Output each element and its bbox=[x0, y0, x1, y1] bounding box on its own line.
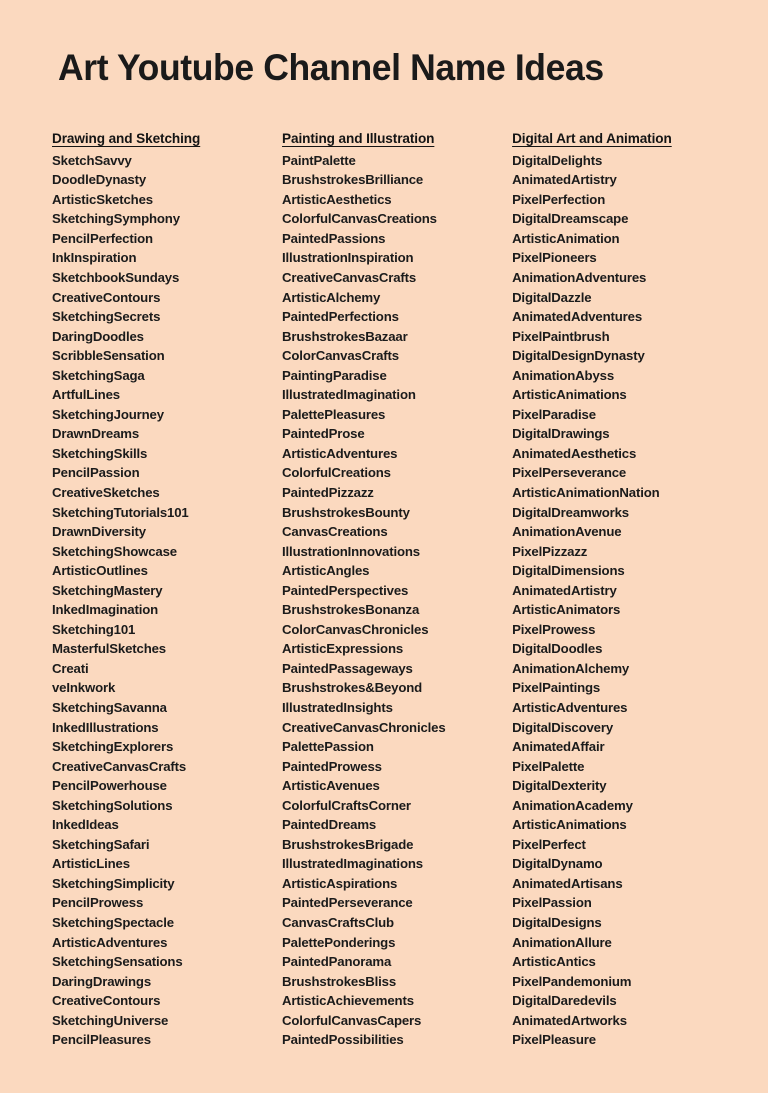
list-item: ScribbleSensation bbox=[52, 348, 165, 364]
list-item: ArtisticAdventures bbox=[512, 700, 628, 715]
list-item: IllustratedImaginations bbox=[282, 856, 423, 872]
list-item: PaintedPassions bbox=[282, 230, 386, 246]
list-item: veInkwork bbox=[52, 680, 116, 696]
list-item: DigitalDiscovery bbox=[512, 719, 614, 735]
list-item: DaringDrawings bbox=[52, 973, 152, 989]
list-item: InkedIdeas bbox=[52, 817, 119, 833]
list-item: ArtisticAchievements bbox=[282, 993, 414, 1009]
list-item: BrushstrokesBounty bbox=[282, 504, 410, 520]
list-item: SketchingJourney bbox=[52, 406, 164, 422]
list-item: PixelPalette bbox=[512, 758, 585, 774]
list-item: InkInspiration bbox=[52, 250, 137, 266]
list-item: BrushstrokesBliss bbox=[282, 973, 397, 989]
list-item: DigitalDazzle bbox=[512, 289, 592, 305]
list-item: SketchingExplorers bbox=[52, 739, 174, 755]
list-item: ColorfulCreations bbox=[282, 465, 391, 481]
list-item: DigitalDelights bbox=[512, 152, 603, 168]
column-drawing-and-sketching bbox=[52, 131, 282, 1050]
list-item: DaringDoodles bbox=[52, 328, 144, 344]
column-painting-and-illustration bbox=[282, 131, 512, 1050]
list-item: PaintedPossibilities bbox=[282, 1032, 404, 1048]
list-item: ArtisticAnimations bbox=[512, 817, 627, 833]
list-item: PaintedPerspectives bbox=[282, 582, 409, 598]
list-item: SketchingSecrets bbox=[52, 309, 161, 325]
list-item: DigitalDynamo bbox=[512, 856, 603, 872]
list-item: BrushstrokesBrigade bbox=[282, 836, 414, 852]
list-item: PixelPizzazz bbox=[512, 543, 588, 559]
list-item: PixelPaintbrush bbox=[512, 328, 610, 344]
list-item: SketchingShowcase bbox=[52, 543, 177, 559]
list-item: SketchingSymphony bbox=[52, 211, 180, 227]
list-item: SketchingMastery bbox=[52, 582, 163, 598]
list-item: CreativeCanvasCrafts bbox=[52, 758, 187, 774]
list-item: DrawnDiversity bbox=[52, 524, 146, 540]
list-item: DigitalDreamworks bbox=[512, 504, 629, 520]
list-item: PencilPerfection bbox=[52, 230, 153, 246]
list-item: PixelPandemonium bbox=[512, 973, 632, 989]
list-item: DoodleDynasty bbox=[52, 172, 147, 188]
list-item: ColorCanvasChronicles bbox=[282, 621, 429, 637]
list-item: SketchingSolutions bbox=[52, 797, 173, 813]
list-item: AnimatedArtistry bbox=[512, 172, 617, 188]
list-item: ColorfulCanvasCapers bbox=[282, 1012, 422, 1028]
list-item: ArtisticAesthetics bbox=[282, 191, 392, 207]
column-digital-art-and-animation bbox=[512, 131, 728, 1050]
list-item: PixelProwess bbox=[512, 621, 596, 637]
list-item: SketchingSavanna bbox=[52, 700, 167, 715]
list-item: DigitalDesigns bbox=[512, 915, 602, 931]
list-item: ArtisticAngles bbox=[282, 563, 370, 579]
list-item: PencilPleasures bbox=[52, 1032, 151, 1048]
list-item: AnimatedAdventures bbox=[512, 309, 642, 325]
list-item: CanvasCraftsClub bbox=[282, 915, 394, 931]
list-item: AnimationAvenue bbox=[512, 524, 622, 540]
list-item: IllustratedInsights bbox=[282, 700, 393, 715]
list-item: PaintedPerseverance bbox=[282, 895, 413, 911]
list-item: BrushstrokesBonanza bbox=[282, 602, 420, 618]
list-item: PalettePleasures bbox=[282, 406, 386, 422]
list-item: CanvasCreations bbox=[282, 524, 388, 540]
list-item: PencilPowerhouse bbox=[52, 778, 167, 794]
list-item: ColorfulCraftsCorner bbox=[282, 797, 411, 813]
list-item: CreativeContours bbox=[52, 289, 161, 305]
list-item: PaintedPanorama bbox=[282, 954, 392, 970]
list-item: SketchingSensations bbox=[52, 954, 183, 970]
list-item: AnimationAlchemy bbox=[512, 660, 630, 676]
list-item: SketchingSimplicity bbox=[52, 875, 175, 891]
name-ideas-columns bbox=[52, 131, 728, 1050]
list-item: SketchingTutorials101 bbox=[52, 504, 189, 520]
list-item: PaintedProwess bbox=[282, 758, 382, 774]
list-item: ColorfulCanvasCreations bbox=[282, 211, 437, 227]
list-item: PaintedPassageways bbox=[282, 660, 413, 676]
list-item: ColorCanvasCrafts bbox=[282, 348, 399, 364]
list-item: ArtisticAnimations bbox=[512, 387, 627, 403]
list-item: ArtfulLines bbox=[52, 387, 120, 403]
list-item: SketchbookSundays bbox=[52, 269, 180, 285]
list-item: AnimatedArtisans bbox=[512, 875, 623, 891]
list-item: DigitalDoodles bbox=[512, 641, 603, 657]
list-item: ArtisticAnimationNation bbox=[512, 484, 660, 500]
list-item: DrawnDreams bbox=[52, 426, 140, 442]
list-item: Sketching101 bbox=[52, 621, 136, 637]
list-item: InkedImagination bbox=[52, 602, 159, 618]
list-item: IllustrationInspiration bbox=[282, 250, 414, 266]
list-item: BrushstrokesBazaar bbox=[282, 328, 408, 344]
column-header-drawing-and-sketching: Drawing and Sketching bbox=[52, 130, 201, 146]
list-item: PaintingParadise bbox=[282, 367, 387, 383]
list-item: CreativeContours bbox=[52, 993, 161, 1009]
list-item: SketchingSpectacle bbox=[52, 915, 174, 931]
list-item: DigitalDaredevils bbox=[512, 993, 617, 1009]
list-item: PixelPerfect bbox=[512, 836, 586, 852]
list-item: CreativeSketches bbox=[52, 484, 160, 500]
list-item: AnimationAcademy bbox=[512, 797, 633, 813]
list-item: SketchSavvy bbox=[52, 152, 132, 168]
list-item: PixelPioneers bbox=[512, 250, 597, 266]
list-item: ArtisticAntics bbox=[512, 954, 596, 970]
list-item: PaintedDreams bbox=[282, 817, 377, 833]
name-list-painting-and-illustration bbox=[282, 151, 512, 1050]
list-item: SketchingSaga bbox=[52, 367, 145, 383]
list-item: ArtisticAdventures bbox=[52, 934, 168, 950]
list-item: ArtisticAnimation bbox=[512, 230, 620, 246]
list-item: ArtisticAdventures bbox=[282, 445, 398, 461]
list-item: DigitalDexterity bbox=[512, 778, 607, 794]
list-item: InkedIllustrations bbox=[52, 719, 159, 735]
list-item: PixelPaintings bbox=[512, 680, 601, 696]
list-item: ArtisticLines bbox=[52, 856, 130, 872]
list-item: PalettePassion bbox=[282, 739, 374, 755]
column-header-painting-and-illustration: Painting and Illustration bbox=[282, 130, 435, 146]
list-item: CreativeCanvasCrafts bbox=[282, 269, 417, 285]
list-item: ArtisticExpressions bbox=[282, 641, 404, 657]
list-item: SketchingSkills bbox=[52, 445, 148, 461]
list-item: ArtisticAlchemy bbox=[282, 289, 381, 305]
list-item: IllustratedImagination bbox=[282, 387, 416, 403]
list-item: ArtisticAnimators bbox=[512, 602, 621, 618]
list-item: ArtisticAspirations bbox=[282, 875, 398, 891]
list-item: PixelPerfection bbox=[512, 191, 606, 207]
list-item: DigitalDrawings bbox=[512, 426, 610, 442]
list-item: Brushstrokes&Beyond bbox=[282, 680, 423, 696]
list-item: PixelPerseverance bbox=[512, 465, 627, 481]
list-item: ArtisticSketches bbox=[52, 191, 153, 207]
list-item: SketchingSafari bbox=[52, 836, 150, 852]
list-item: AnimatedArtworks bbox=[512, 1012, 627, 1028]
list-item: DigitalDesignDynasty bbox=[512, 348, 645, 364]
list-item: PixelPassion bbox=[512, 895, 592, 911]
list-item: CreativeCanvasChronicles bbox=[282, 719, 446, 735]
list-item: AnimatedAesthetics bbox=[512, 445, 637, 461]
list-item: PaintedProse bbox=[282, 426, 365, 442]
list-item: AnimatedAffair bbox=[512, 739, 605, 755]
list-item: DigitalDreamscape bbox=[512, 211, 629, 227]
list-item: IllustrationInnovations bbox=[282, 543, 420, 559]
list-item: PaintedPerfections bbox=[282, 309, 399, 325]
page-title: Art Youtube Channel Name Ideas bbox=[58, 47, 604, 88]
list-item: AnimatedArtistry bbox=[512, 582, 617, 598]
list-item: PixelPleasure bbox=[512, 1032, 596, 1048]
name-list-digital-art-and-animation bbox=[512, 151, 728, 1050]
list-item: AnimationAllure bbox=[512, 934, 612, 950]
list-item: MasterfulSketches bbox=[52, 641, 166, 657]
column-header-digital-art-and-animation: Digital Art and Animation bbox=[512, 130, 672, 146]
list-item: ArtisticAvenues bbox=[282, 778, 380, 794]
list-item: PalettePonderings bbox=[282, 934, 396, 950]
list-item: SketchingUniverse bbox=[52, 1012, 169, 1028]
list-item: PencilProwess bbox=[52, 895, 144, 911]
list-item: BrushstrokesBrilliance bbox=[282, 172, 424, 188]
list-item: ArtisticOutlines bbox=[52, 563, 148, 579]
list-item: Creati bbox=[52, 660, 89, 676]
list-item: AnimationAbyss bbox=[512, 367, 615, 383]
list-item: PixelParadise bbox=[512, 406, 596, 422]
name-list-drawing-and-sketching bbox=[52, 151, 282, 1050]
list-item: PencilPassion bbox=[52, 465, 140, 481]
list-item: PaintedPizzazz bbox=[282, 484, 374, 500]
list-item: AnimationAdventures bbox=[512, 269, 647, 285]
list-item: DigitalDimensions bbox=[512, 563, 625, 579]
list-item: PaintPalette bbox=[282, 152, 356, 168]
